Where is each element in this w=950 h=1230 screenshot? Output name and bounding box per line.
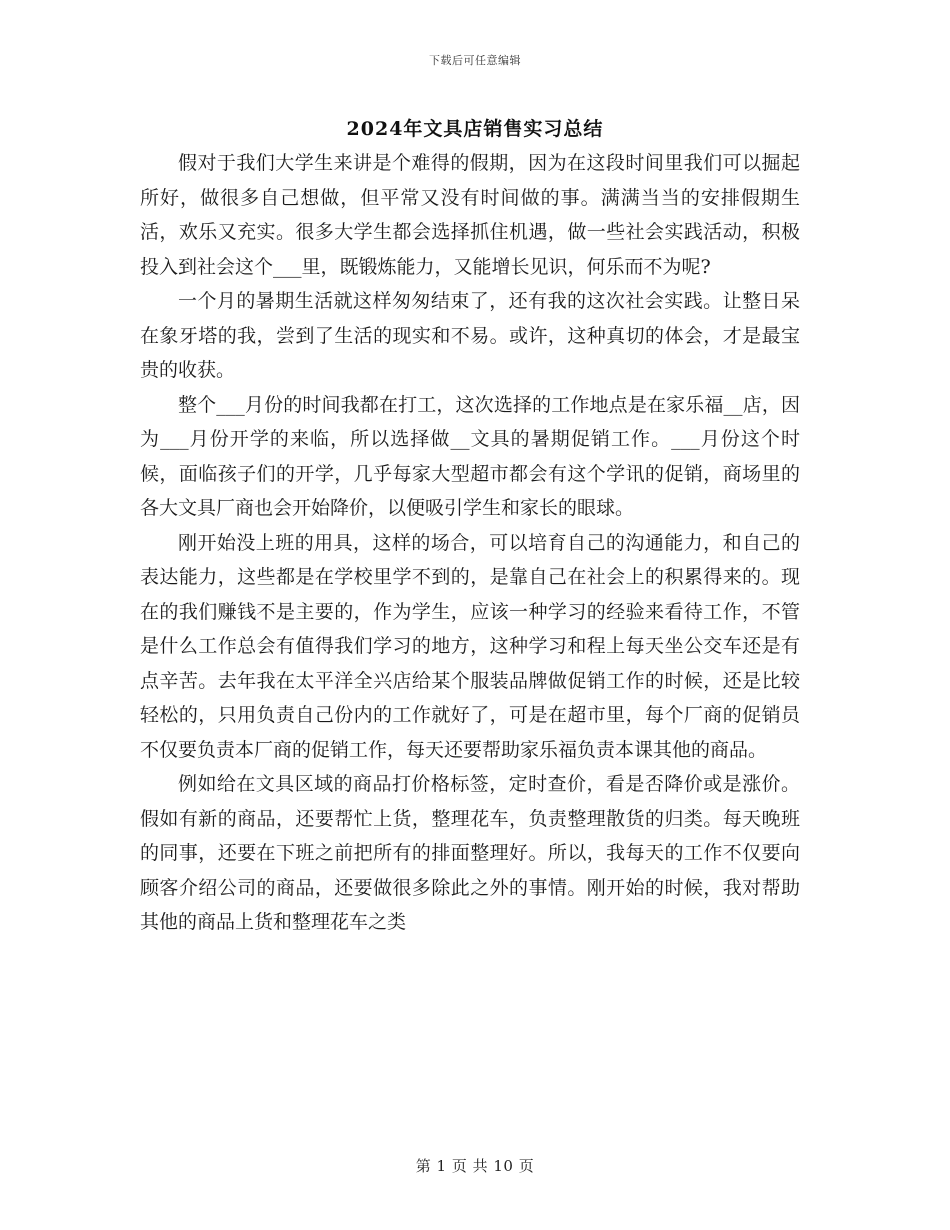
document-title: 2024年文具店销售实习总结 bbox=[346, 118, 604, 140]
paragraph: 刚开始没上班的用具，这样的场合，可以培育自己的沟通能力，和自己的表达能力，这些都是在学校里学不到的，是靠自己在社会上的积累得来的。现在的我们赚钱不是主要的，作为学生，应该一种学习的经验来看待工作，不管是什么工作总会有值得我们学习的地方，这种学习和程上每天坐公交车还是有点辛苦。去年我在太平洋全兴店给某个服装品牌做促销工作的时候，还是比较轻松的，只用负责自己份内的工作就好了，可是在超市里，每个厂商的促销员不仅要负责本厂商的促销工作，每天还要帮助家乐福负责本课其他的商品。 bbox=[140, 531, 800, 761]
paragraph: 一个月的暑期生活就这样匆匆结束了，还有我的这次社会实践。让整日呆在象牙塔的我，尝到了生活的现实和不易。或许，这种真切的体会，才是最宝贵的收获。 bbox=[140, 290, 800, 381]
page-number: 第 1 页 共 10 页 bbox=[415, 1157, 535, 1175]
document-body bbox=[140, 146, 800, 940]
paragraph: 假对于我们大学生来讲是个难得的假期，因为在这段时间里我们可以掘起所好，做很多自己想做，但平常又没有时间做的事。满满当当的安排假期生活，欢乐又充实。很多大学生都会选择抓住机遇，做一些社会实践活动，积极投入到社会这个___里，既锻炼能力，又能增长见识，何乐而不为呢? bbox=[140, 152, 800, 278]
paragraph: 整个___月份的时间我都在打工，这次选择的工作地点是在家乐福__店，因为___月份开学的来临，所以选择做__文具的暑期促销工作。___月份这个时候，面临孩子们的开学，几乎每家大型超市都会有这个学讯的促销，商场里的各大文具厂商也会开始降价，以便吸引学生和家长的眼球。 bbox=[140, 393, 800, 519]
paragraph: 例如给在文具区域的商品打价格标签，定时查价，看是否降价或是涨价。假如有新的商品，还要帮忙上货，整理花车，负责整理散货的归类。每天晚班的同事，还要在下班之前把所有的排面整理好。所以，我每天的工作不仅要向顾客介绍公司的商品，还要做很多除此之外的事情。刚开始的时候，我对帮助其他的商品上货和整理花车之类 bbox=[140, 773, 800, 933]
header-note: 下载后可任意编辑 bbox=[429, 54, 521, 67]
